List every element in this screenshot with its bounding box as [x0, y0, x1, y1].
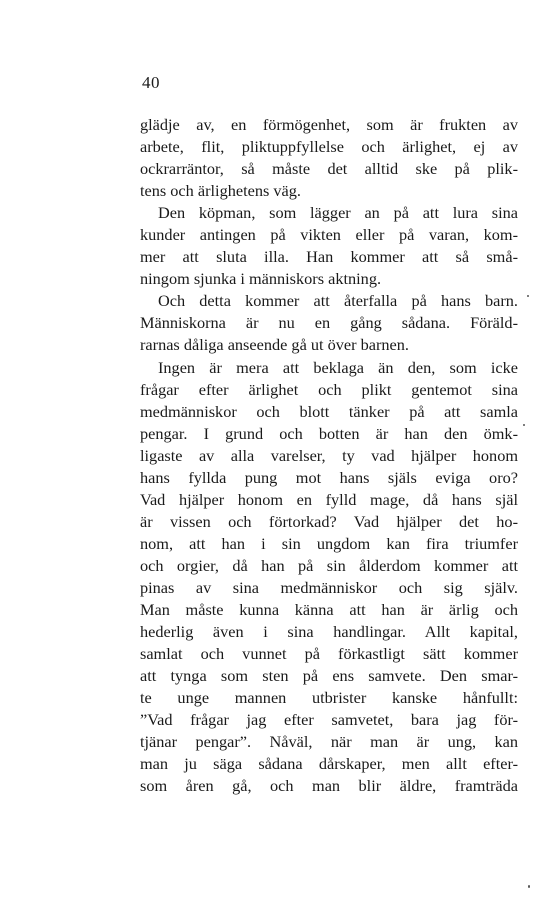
- text-line: ligaste av alla varelser, ty vad hjälper honom: [140, 445, 518, 465]
- text-line: pengar. I grund och botten är han den ömk-: [140, 423, 518, 443]
- text-line: arbete, flit, pliktuppfyllelse och ärlighet, ej av: [140, 137, 518, 157]
- text-line: Och detta kommer att återfalla på hans barn.: [158, 291, 518, 311]
- text-line: tjänar pengar”. Nåväl, när man är ung, kan: [140, 732, 518, 752]
- text-line: kunder antingen på vikten eller på varan, kom-: [140, 225, 518, 245]
- text-line: man ju säga sådana dårskaper, men allt efter-: [140, 754, 518, 774]
- text-line: att tynga som sten på ens samvete. Den smar-: [140, 666, 518, 686]
- text-line: Man måste kunna känna att han är ärlig och: [140, 600, 518, 620]
- text-line: samlat och vunnet på förkastligt sätt kommer: [140, 644, 518, 664]
- text-line: tens och ärlighetens väg.: [140, 181, 301, 201]
- page-number: 40: [142, 73, 160, 92]
- text-line: är vissen och förtorkad? Vad hjälper det ho-: [140, 511, 518, 531]
- text-line: frågar efter ärlighet och plikt gentemot sina: [140, 379, 518, 399]
- text-line: Ingen är mera att beklaga än den, som icke: [158, 357, 518, 377]
- text-line: rarnas dåliga anseende gå ut över barnen.: [140, 335, 409, 355]
- text-line: Den köpman, som lägger an på att lura sina: [158, 203, 518, 223]
- text-line: och orgier, då han på sin ålderdom kommer att: [140, 555, 518, 575]
- paper-speck: [523, 424, 525, 426]
- text-line: ningom sjunka i människors aktning.: [140, 269, 382, 289]
- text-line: Vad hjälper honom en fylld mage, då hans själ: [140, 489, 518, 509]
- text-line: ”Vad frågar jag efter samvetet, bara jag för-: [140, 710, 518, 730]
- text-line: hans fyllda pung mot hans själs eviga oro?: [140, 467, 518, 487]
- body-text: [140, 114, 518, 797]
- text-line: ockrarräntor, så måste det alltid ske på plik-: [140, 159, 518, 179]
- text-line: pinas av sina medmänniskor och sig själv.: [140, 577, 518, 597]
- paper-speck: [528, 885, 530, 888]
- text-line: te unge mannen utbrister kanske hånfullt:: [140, 688, 518, 708]
- text-line: mer att sluta illa. Han kommer att så små-: [140, 247, 518, 267]
- text-line: nom, att han i sin ungdom kan fira triumfer: [140, 533, 518, 553]
- text-line: medmänniskor och blott tänker på att samla: [140, 401, 518, 421]
- text-line: glädje av, en förmögenhet, som är frukten av: [140, 115, 518, 134]
- text-line: Människorna är nu en gång sådana. Föräld-: [140, 313, 518, 333]
- text-line: som åren gå, och man blir äldre, framträda: [140, 776, 518, 796]
- paper-speck: [527, 295, 529, 297]
- text-line: hederlig även i sina handlingar. Allt kapital,: [140, 622, 518, 642]
